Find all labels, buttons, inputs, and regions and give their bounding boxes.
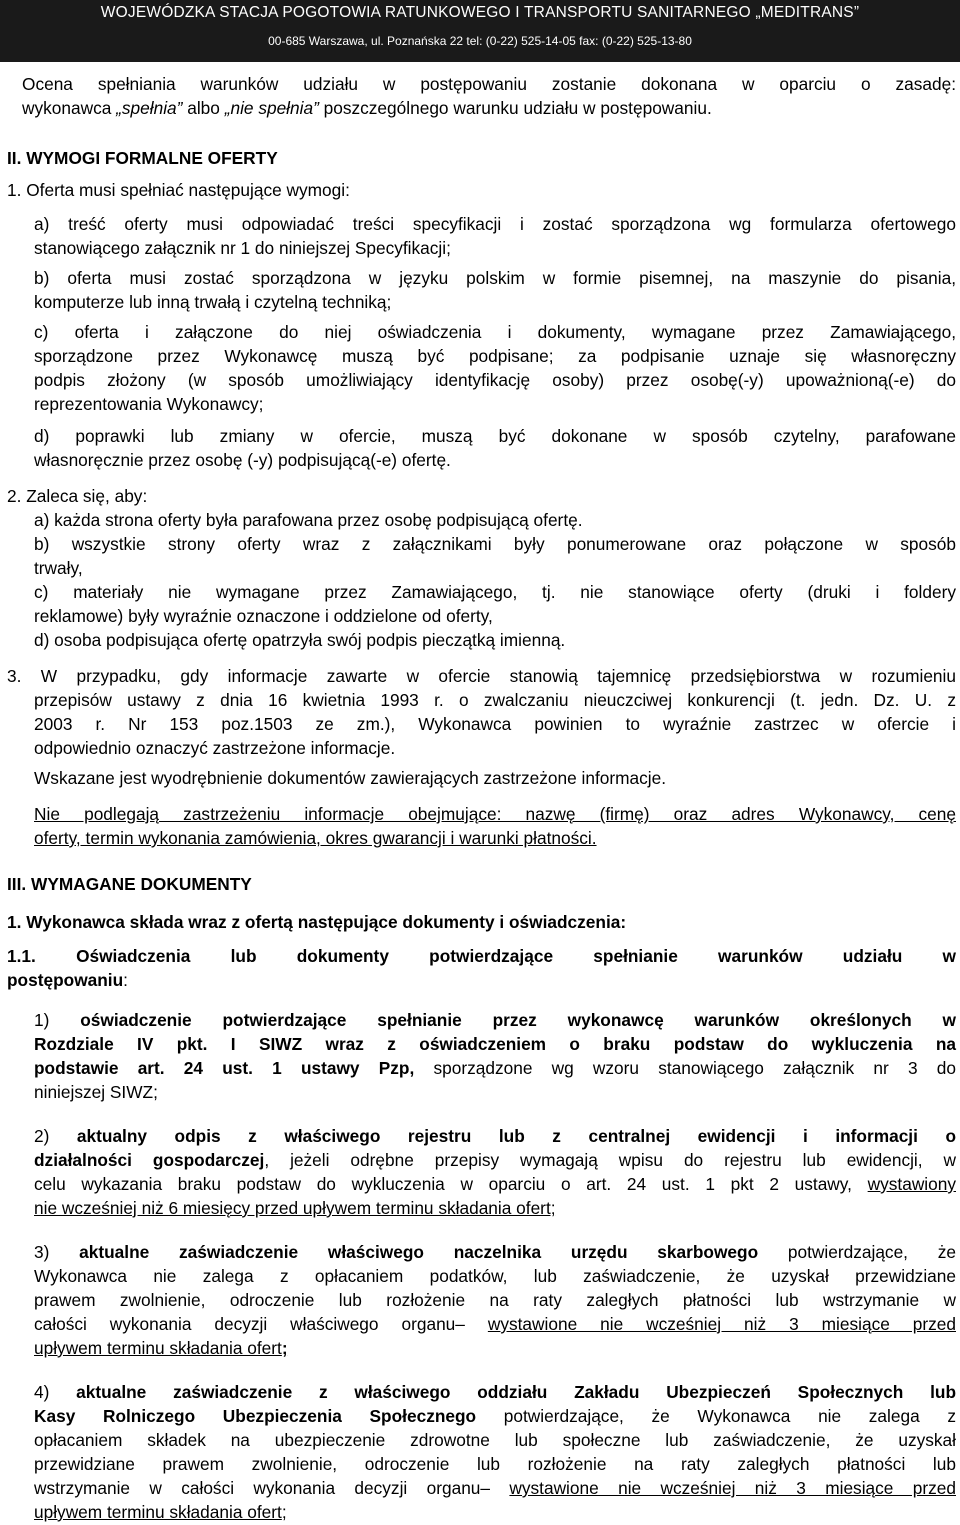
s3-point-1-1-line-1: 1.1. Oświadczenia lub dokumenty potwierdzające spełnianie warunków udziału w (7, 946, 956, 966)
s2-c-line-1: c) oferta i załączone do niej oświadczenia i dokumenty, wymagane przez Zamawiającego, (34, 322, 956, 342)
s2-d-line-1: d) poprawki lub zmiany w ofercie, muszą być dokonane w sposób czytelny, parafowane (34, 426, 956, 446)
header-address: 00-685 Warszawa, ul. Poznańska 22 tel: (0-22) 525-14-05 fax: (0-22) 525-13-80 (268, 34, 692, 48)
s3-point-1: 1. Wykonawca składa wraz z ofertą następujące dokumenty i oświadczenia: (7, 912, 627, 932)
intro-line-2: wykonawca „spełnia” albo „nie spełnia” poszczególnego warunku udziału w postępowaniu. (22, 98, 712, 118)
s2-rec-b-1: b) wszystkie strony oferty wraz z załącznikami były ponumerowane oraz połączone w sposób (34, 534, 956, 554)
s3-item-3-line-2: Wykonawca nie zalega z opłacaniem podatków, lub zaświadczenie, że uzyskał przewidziane (34, 1266, 956, 1286)
s2-point-2: 2. Zaleca się, aby: (7, 486, 148, 506)
s3-item-3-line-5: upływem terminu składania ofert; (34, 1338, 288, 1358)
s2-point-3-line-2: przepisów ustawy z dnia 16 kwietnia 1993 r. o zwalczaniu nieuczciwej konkurencji (t. jedn. Dz. U. z (34, 690, 956, 710)
s2-point-1: 1. Oferta musi spełniać następujące wymogi: (7, 180, 350, 200)
s3-point-1-1-line-2: postępowaniu: (7, 970, 128, 990)
s3-item-4-line-5: wstrzymanie w całości wykonania decyzji organu– wystawione nie wcześniej niż 3 miesiące przed (34, 1478, 956, 1498)
s2-exclusion-line-2: oferty, termin wykonania zamówienia, okres gwarancji i warunki płatności. (34, 828, 597, 848)
s3-item-1-line-2: Rozdziale IV pkt. I SIWZ wraz z oświadczeniem o braku podstaw do wykluczenia na (34, 1034, 956, 1054)
s2-point-3-line-1: 3. W przypadku, gdy informacje zawarte w ofercie stanowią tajemnicę przedsiębiorstwa w rozumieniu (7, 666, 956, 686)
s3-item-3-line-4: całości wykonania decyzji właściwego organu– wystawione nie wcześniej niż 3 miesiące przed (34, 1314, 956, 1334)
s2-rec-d: d) osoba podpisująca ofertę opatrzyła swój podpis pieczątką imienną. (34, 630, 566, 650)
s2-point-3-line-3: 2003 r. Nr 153 poz.1503 ze zm.), Wykonawca powinien to wyraźnie zastrzec w ofercie i (34, 714, 956, 734)
s3-item-2-line-1: 2) aktualny odpis z właściwego rejestru lub z centralnej ewidencji i informacji o (34, 1126, 956, 1146)
s2-a-line-1: a) treść oferty musi odpowiadać treści specyfikacji i zostać sporządzona wg formularza ofertowego (34, 214, 956, 234)
s2-c-line-3: podpis złożony (w sposób umożliwiający identyfikację osoby) przez osobę(-y) upoważnioną(-e) do (34, 370, 956, 390)
s3-item-2-line-2: działalności gospodarczej, jeżeli odrębne przepisy wymagają wpisu do rejestru lub ewidencji, w (34, 1150, 957, 1170)
s2-point-3-line-5: Wskazane jest wyodrębnienie dokumentów zawierających zastrzeżone informacje. (34, 768, 667, 788)
s2-rec-b-2: trwały, (34, 558, 83, 578)
meets-term: „spełnia” (116, 98, 183, 118)
not-meets-term: „nie spełnia” (224, 98, 319, 118)
s2-c-line-4: reprezentowania Wykonawcy; (34, 394, 264, 414)
section-2-heading: II. WYMOGI FORMALNE OFERTY (7, 148, 278, 168)
s3-item-4-line-6: upływem terminu składania ofert; (34, 1502, 287, 1522)
s2-c-line-2: sporządzone przez Wykonawcę muszą być podpisane; za podpisanie uznaje się własnoręczny (34, 346, 956, 366)
intro-line-1: Ocena spełniania warunków udziału w postępowaniu zostanie dokonana w oparciu o zasadę: (22, 74, 956, 94)
s2-rec-c-2: reklamowe) były wyraźnie oznaczone i oddzielone od oferty, (34, 606, 493, 626)
s3-item-4-line-4: przewidziane prawem zwolnienie, odroczenie lub rozłożenie na raty zaległych płatności lub (34, 1454, 956, 1474)
header-title: WOJEWÓDZKA STACJA POGOTOWIA RATUNKOWEGO I TRANSPORTU SANITARNEGO „MEDITRANS” (100, 4, 860, 21)
s2-rec-a: a) każda strona oferty była parafowana przez osobę podpisującą ofertę. (34, 510, 583, 530)
s2-point-3-line-4: odpowiednio oznaczyć zastrzeżone informacje. (34, 738, 396, 758)
s2-b-line-1: b) oferta musi zostać sporządzona w języku polskim w formie pisemnej, na maszynie do pisania, (34, 268, 956, 288)
s3-item-2-line-3: celu wykazania braku podstaw do wykluczenia w oparciu o art. 24 ust. 1 pkt 2 ustawy, wystawiony (34, 1174, 956, 1194)
s3-item-4-line-2: Kasy Rolniczego Ubezpieczenia Społecznego potwierdzające, że Wykonawca nie zalega z (34, 1406, 957, 1426)
s2-a-line-2: stanowiącego załącznik nr 1 do niniejszej Specyfikacji; (34, 238, 451, 258)
s2-exclusion-line-1: Nie podlegają zastrzeżeniu informacje obejmujące: nazwę (firmę) oraz adres Wykonawcy, cenę (34, 804, 956, 824)
s2-b-line-2: komputerze lub inną trwałą i czytelną techniką; (34, 292, 392, 312)
s3-item-2-line-4: nie wcześniej niż 6 miesięcy przed upływem terminu składania ofert; (34, 1198, 556, 1218)
s3-item-4-line-3: opłacaniem składek na ubezpieczenie zdrowotne lub społeczne lub zaświadczenie, że uzyskał (34, 1430, 956, 1450)
s3-item-3-line-3: prawem zwolnienie, odroczenie lub rozłożenie na raty zaległych płatności lub wstrzymanie w (34, 1290, 956, 1310)
s2-rec-c-1: c) materiały nie wymagane przez Zamawiającego, tj. nie stanowiące oferty (druki i foldery (34, 582, 956, 602)
s3-item-3-line-1: 3) aktualne zaświadczenie właściwego naczelnika urzędu skarbowego potwierdzające, że (34, 1242, 957, 1262)
s3-item-1-line-3: podstawie art. 24 ust. 1 ustawy Pzp, sporządzone wg wzoru stanowiącego załącznik nr 3 do (34, 1058, 956, 1078)
document-header (0, 0, 960, 62)
s3-item-1-line-1: 1) oświadczenie potwierdzające spełnianie przez wykonawcę warunków określonych w (34, 1010, 956, 1030)
s3-item-4-line-1: 4) aktualne zaświadczenie z właściwego oddziału Zakładu Ubezpieczeń Społecznych lub (34, 1382, 957, 1402)
s2-d-line-2: własnoręcznie przez osobę (-y) podpisującą(-e) ofertę. (34, 450, 451, 470)
section-3-heading: III. WYMAGANE DOKUMENTY (7, 874, 252, 894)
s3-item-1-line-4: niniejszej SIWZ; (34, 1082, 158, 1102)
